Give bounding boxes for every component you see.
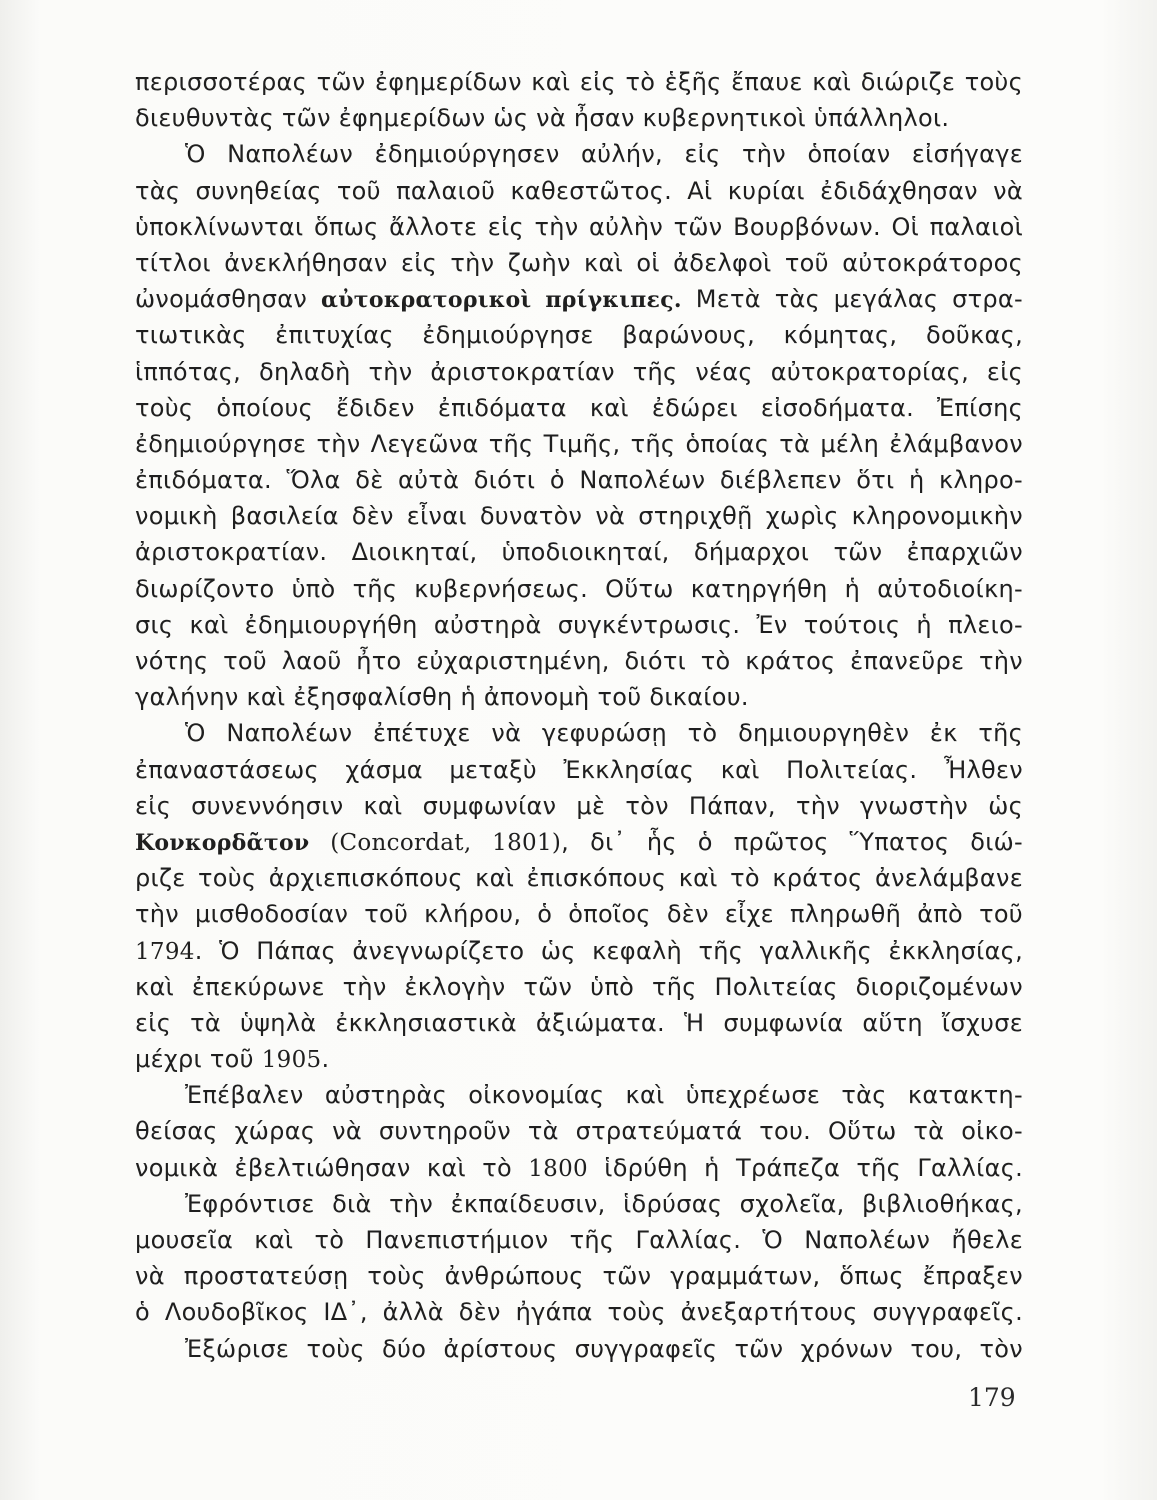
text-line bbox=[135, 245, 1023, 281]
text-line bbox=[135, 100, 1023, 136]
text-line bbox=[135, 317, 1023, 353]
text-line bbox=[135, 933, 1023, 969]
text-line bbox=[135, 1294, 1023, 1330]
text-run: , δι᾽ ἧς ὁ πρῶτος Ὕπατος διώ- bbox=[561, 827, 1023, 856]
page-number: 179 bbox=[968, 1383, 1016, 1412]
text-run: ἐπιδόματα. Ὅλα δὲ αὐτὰ διότι ὁ Ναπολέων διέβλεπεν ὅτι ἡ κληρο- bbox=[135, 466, 1023, 495]
text-line bbox=[135, 860, 1023, 896]
text-line bbox=[135, 136, 1023, 172]
text-run: νὰ προστατεύσῃ τοὺς ἀνθρώπους τῶν γραμμάτων, ὅπως ἔπραξεν bbox=[135, 1262, 1023, 1291]
text-line bbox=[135, 571, 1023, 607]
text-run: μουσεῖα καὶ τὸ Πανεπιστήμιον τῆς Γαλλίας. Ὁ Ναπολέων ἤθελε bbox=[135, 1226, 1023, 1254]
text-run: ἱππότας, δηλαδὴ τὴν ἀριστοκρατίαν τῆς νέας αὐτοκρατορίας, εἰς bbox=[135, 357, 1023, 386]
text-run: Ἐξώρισε τοὺς δύο ἀρίστους συγγραφεῖς τῶν χρόνων του, τὸν bbox=[185, 1334, 1023, 1363]
text-run: ὁ Λουδοβῖκος ΙΔ᾽, ἀλλὰ δὲν ἠγάπα τοὺς ἀνεξαρτήτους συγγραφεῖς. bbox=[135, 1298, 1023, 1327]
text-run: τίτλοι ἀνεκλήθησαν εἰς τὴν ζωὴν καὶ οἱ ἀδελφοὶ τοῦ αὐτοκράτορος bbox=[135, 248, 1023, 277]
text-run: Ὁ Ναπολέων ἐπέτυχε νὰ γεφυρώσῃ τὸ δημιουργηθὲν ἐκ τῆς bbox=[185, 719, 1023, 748]
text-run: τοὺς ὁποίους ἔδιδεν ἐπιδόματα καὶ ἐδώρει εἰσοδήματα. Ἐπίσης bbox=[135, 393, 1023, 422]
text-line bbox=[135, 1150, 1023, 1186]
text-line bbox=[135, 896, 1023, 932]
text-run: τὴν μισθοδοσίαν τοῦ κλήρου, ὁ ὁποῖος δὲν εἶχε πληρωθῆ ἀπὸ τοῦ bbox=[135, 900, 1023, 929]
text-run: εἰς τὰ ὑψηλὰ ἐκκλησιαστικὰ ἀξιώματα. Ἡ συμφωνία αὕτη ἴσχυσε bbox=[135, 1008, 1023, 1037]
text-line bbox=[135, 534, 1023, 570]
text-run: καὶ ἐπεκύρωνε τὴν ἐκλογὴν τῶν ὑπὸ τῆς Πολιτείας διοριζομένων bbox=[135, 972, 1023, 1001]
text-line bbox=[135, 1005, 1023, 1041]
text-line bbox=[135, 209, 1023, 245]
text-line bbox=[135, 607, 1023, 643]
text-run: θείσας χώρας νὰ συντηροῦν τὰ στρατεύματά του. Οὕτω τὰ οἰκο- bbox=[135, 1117, 1023, 1146]
text-run: περισσοτέρας τῶν ἐφημερίδων καὶ εἰς τὸ ἑξῆς ἔπαυε καὶ διώριζε τοὺς bbox=[135, 68, 1023, 96]
text-line bbox=[135, 1186, 1023, 1222]
text-run: . bbox=[321, 1045, 330, 1074]
text-run: 1800 bbox=[528, 1155, 588, 1182]
text-line bbox=[135, 462, 1023, 498]
text-run: νομικὰ ἐβελτιώθησαν καὶ τὸ bbox=[135, 1153, 529, 1182]
text-line bbox=[135, 1331, 1023, 1367]
text-line bbox=[135, 969, 1023, 1005]
text-line bbox=[135, 752, 1023, 788]
text-run: μέχρι τοῦ bbox=[135, 1045, 262, 1074]
text-line bbox=[135, 788, 1023, 824]
text-run: διευθυντὰς τῶν ἐφημερίδων ὡς νὰ ἦσαν κυβερνητικοὶ ὑπάλληλοι. bbox=[135, 104, 950, 133]
text-run: ριζε τοὺς ἀρχιεπισκόπους καὶ ἐπισκόπους καὶ τὸ κράτος ἀνελάμβανε bbox=[135, 864, 1023, 893]
text-run: εἰς συνεννόησιν καὶ συμφωνίαν μὲ τὸν Πάπαν, τὴν γνωστὴν ὡς bbox=[135, 791, 1023, 820]
text-run: . Ὁ Πάπας ἀνεγνωρίζετο ὡς κεφαλὴ τῆς γαλλικῆς ἐκκλησίας, bbox=[194, 936, 1023, 965]
text-line bbox=[135, 824, 1023, 860]
text-run: Ἐπέβαλεν αὐστηρὰς οἰκονομίας καὶ ὑπεχρέωσε τὰς κατακτη- bbox=[185, 1081, 1023, 1110]
text-line bbox=[135, 1222, 1023, 1258]
text-line bbox=[135, 679, 1023, 715]
text-line bbox=[135, 1041, 1023, 1077]
text-run: νότης τοῦ λαοῦ ἦτο εὐχαριστημένη, διότι τὸ κράτος ἐπανεῦρε τὴν bbox=[135, 647, 1023, 675]
text-run: Ὁ Ναπολέων ἐδημιούργησεν αὐλήν, εἰς τὴν ὁποίαν εἰσήγαγε bbox=[185, 140, 1023, 169]
emphasized-term: αὐτοκρατορικοὶ πρίγκιπες. bbox=[320, 287, 682, 314]
text-run: ὠνομάσθησαν bbox=[135, 285, 321, 314]
text-run: (Concordat, 1801) bbox=[309, 829, 562, 856]
text-run: νομικὴ βασιλεία δὲν εἶναι δυνατὸν νὰ στηριχθῇ χωρὶς κληρονομικὴν bbox=[135, 502, 1023, 531]
text-run: ἀριστοκρατίαν. Διοικηταί, ὑποδιοικηταί, δήμαρχοι τῶν ἐπαρχιῶν bbox=[135, 538, 1023, 567]
text-run: ἱδρύθη ἡ Τράπεζα τῆς Γαλλίας. bbox=[587, 1153, 1023, 1182]
text-run: τιωτικὰς ἐπιτυχίας ἐδημιούργησε βαρώνους, κόμητας, δοῦκας, bbox=[135, 321, 1023, 350]
text-run: διωρίζοντο ὑπὸ τῆς κυβερνήσεως. Οὕτω κατηργήθη ἡ αὐτοδιοίκη- bbox=[135, 574, 1023, 603]
text-line bbox=[135, 354, 1023, 390]
text-run: ὑποκλίνωνται ὅπως ἄλλοτε εἰς τὴν αὐλὴν τῶν Βουρβόνων. Οἱ παλαιοὶ bbox=[135, 212, 1023, 241]
body-text bbox=[135, 64, 1023, 1367]
text-line bbox=[135, 390, 1023, 426]
text-line bbox=[135, 281, 1023, 317]
text-run: Ἐφρόντισε διὰ τὴν ἐκπαίδευσιν, ἱδρύσας σχολεῖα, βιβλιοθήκας, bbox=[185, 1189, 1023, 1218]
text-line bbox=[135, 1258, 1023, 1294]
text-line bbox=[135, 426, 1023, 462]
text-line bbox=[135, 1113, 1023, 1149]
emphasized-term: Κονκορδᾶτον bbox=[135, 829, 310, 856]
text-run: ἐπαναστάσεως χάσμα μεταξὺ Ἐκκλησίας καὶ Πολιτείας. Ἦλθεν bbox=[135, 755, 1023, 784]
text-line bbox=[135, 1077, 1023, 1113]
text-run: γαλήνην καὶ ἐξησφαλίσθη ἡ ἀπονομὴ τοῦ δικαίου. bbox=[135, 683, 749, 712]
text-line bbox=[135, 643, 1023, 679]
text-line bbox=[135, 498, 1023, 534]
text-run: σις καὶ ἐδημιουργήθη αὐστηρὰ συγκέντρωσις. Ἐν τούτοις ἡ πλειο- bbox=[135, 610, 1023, 639]
text-line bbox=[135, 173, 1023, 209]
text-run: τὰς συνηθείας τοῦ παλαιοῦ καθεστῶτος. Αἱ κυρίαι ἐδιδάχθησαν νὰ bbox=[135, 176, 1023, 205]
text-run: 1905 bbox=[261, 1047, 322, 1074]
text-run: ἐδημιούργησε τὴν Λεγεῶνα τῆς Τιμῆς, τῆς ὁποίας τὰ μέλη ἐλάμβανον bbox=[135, 429, 1023, 458]
text-run: Μετὰ τὰς μεγάλας στρα- bbox=[681, 285, 1023, 314]
text-line bbox=[135, 715, 1023, 751]
text-run: 1794 bbox=[135, 938, 195, 965]
text-line bbox=[135, 64, 1023, 100]
